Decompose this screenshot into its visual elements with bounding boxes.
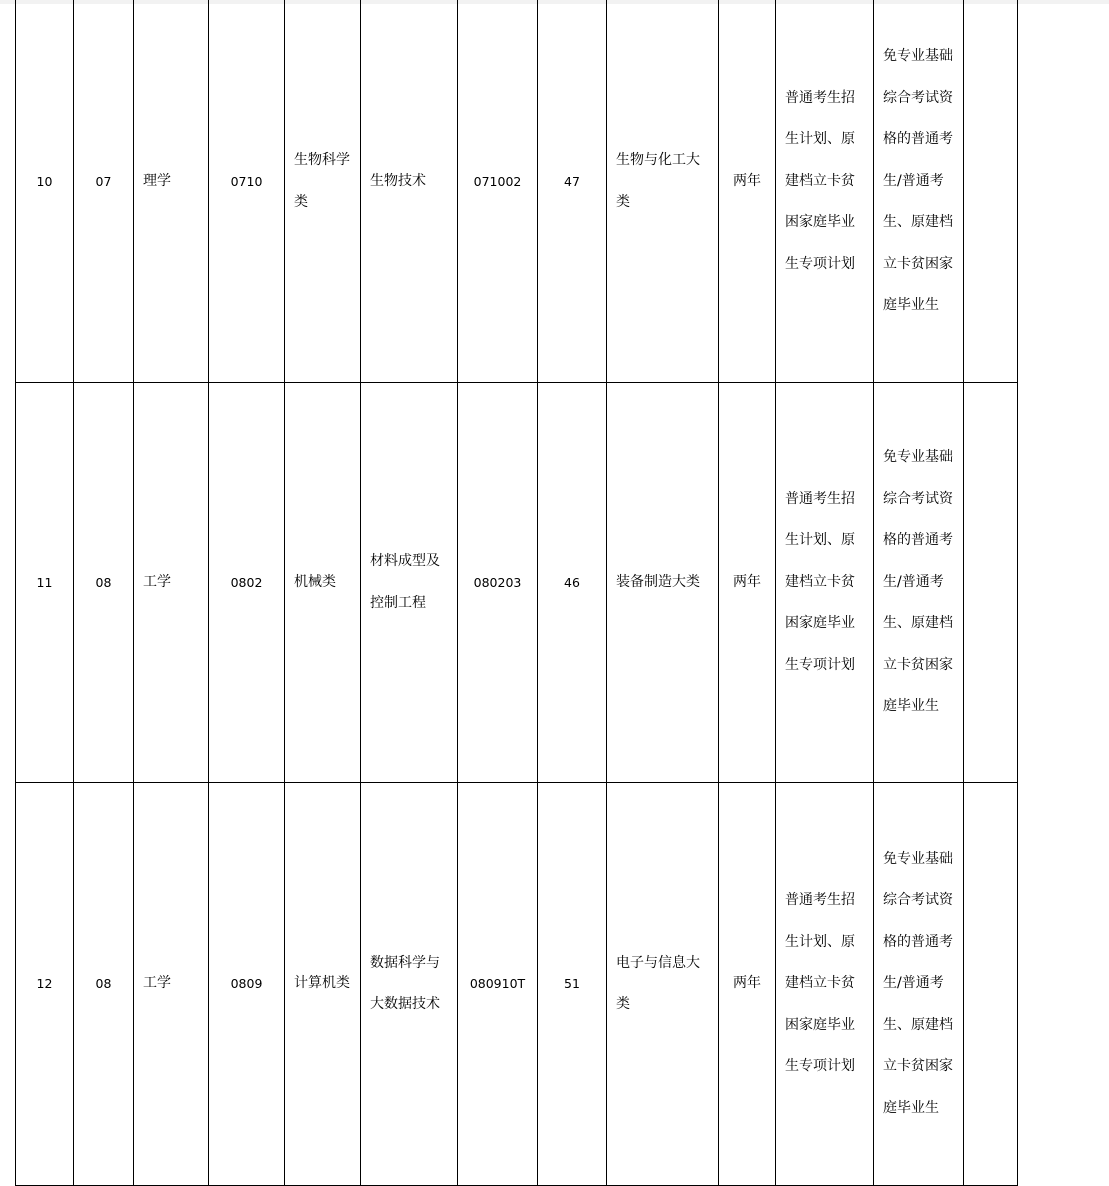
- category-cell: 理学: [134, 0, 209, 383]
- seq-cell: 10: [16, 0, 74, 383]
- table-row: [16, 783, 1018, 1186]
- table-row: [16, 0, 1018, 383]
- major-code-cell: 080910T: [458, 783, 538, 1186]
- major-code-cell: 080203: [458, 383, 538, 783]
- major-cell: 材料成型及控制工程: [361, 383, 458, 783]
- class-code-cell: 0802: [209, 383, 285, 783]
- duration-cell: 两年: [719, 0, 776, 383]
- exempt-cell: 免专业基础综合考试资格的普通考生/普通考生、原建档立卡贫困家庭毕业生: [874, 383, 964, 783]
- major-code-cell: 071002: [458, 0, 538, 383]
- class-name-cell: 机械类: [285, 383, 361, 783]
- duration-cell: 两年: [719, 783, 776, 1186]
- exempt-cell: 免专业基础综合考试资格的普通考生/普通考生、原建档立卡贫困家庭毕业生: [874, 0, 964, 383]
- class-name-cell: 计算机类: [285, 783, 361, 1186]
- category-code-cell: 07: [74, 0, 134, 383]
- remark-cell: [964, 383, 1018, 783]
- plan-cell: 普通考生招生计划、原建档立卡贫困家庭毕业生专项计划: [776, 783, 874, 1186]
- vocational-class-cell: 生物与化工大类: [607, 0, 719, 383]
- vocational-class-cell: 电子与信息大类: [607, 783, 719, 1186]
- category-code-cell: 08: [74, 383, 134, 783]
- class-num-cell: 46: [538, 383, 607, 783]
- class-num-cell: 47: [538, 0, 607, 383]
- table-row: [16, 383, 1018, 783]
- category-cell: 工学: [134, 783, 209, 1186]
- vocational-class-cell: 装备制造大类: [607, 383, 719, 783]
- major-cell: 生物技术: [361, 0, 458, 383]
- class-code-cell: 0809: [209, 783, 285, 1186]
- class-name-cell: 生物科学类: [285, 0, 361, 383]
- class-code-cell: 0710: [209, 0, 285, 383]
- exempt-cell: 免专业基础综合考试资格的普通考生/普通考生、原建档立卡贫困家庭毕业生: [874, 783, 964, 1186]
- duration-cell: 两年: [719, 383, 776, 783]
- plan-cell: 普通考生招生计划、原建档立卡贫困家庭毕业生专项计划: [776, 0, 874, 383]
- remark-cell: [964, 0, 1018, 383]
- category-cell: 工学: [134, 383, 209, 783]
- remark-cell: [964, 783, 1018, 1186]
- major-cell: 数据科学与大数据技术: [361, 783, 458, 1186]
- plan-cell: 普通考生招生计划、原建档立卡贫困家庭毕业生专项计划: [776, 383, 874, 783]
- seq-cell: 12: [16, 783, 74, 1186]
- class-num-cell: 51: [538, 783, 607, 1186]
- seq-cell: 11: [16, 383, 74, 783]
- majors-table: [15, 0, 1018, 1186]
- category-code-cell: 08: [74, 783, 134, 1186]
